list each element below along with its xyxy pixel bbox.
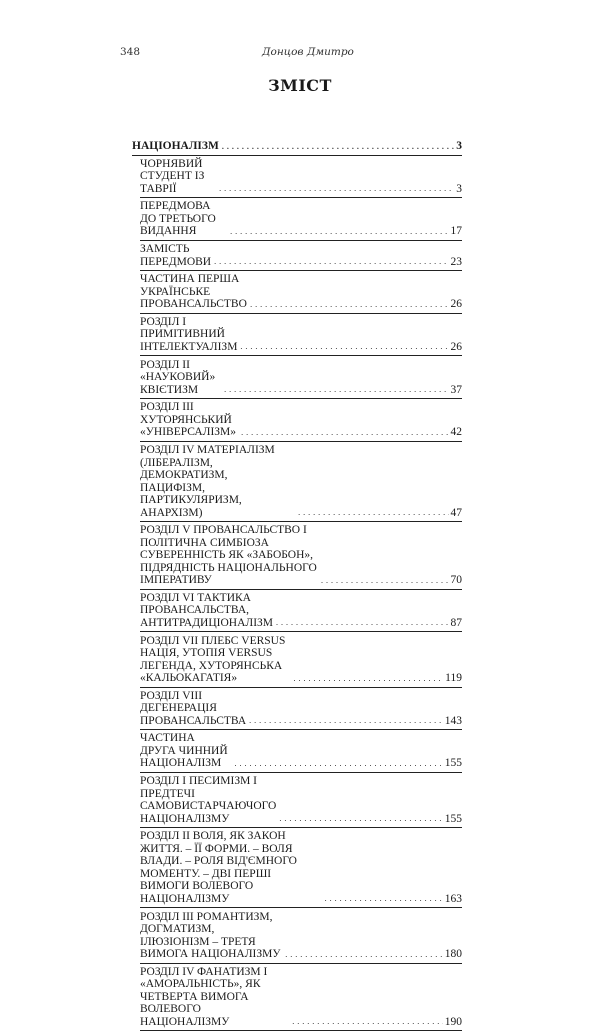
- toc-entry-title: РОЗДІЛ ІІ ВОЛЯ, ЯК ЗАКОН ЖИТТЯ. – ЇЇ ФОРМИ. – ВОЛЯ ВЛАДИ. – РОЛЯ ВІД'ЄМНОГО МОМЕНТУ. – ДВІ ПЕРШІ ВИМОГИ ВОЛЕВОГО НАЦІОНАЛІЗМУ: [140, 830, 297, 905]
- toc-entry-page: 47: [450, 506, 462, 519]
- toc-entry-title: ЗАМІСТЬ ПЕРЕДМОВИ: [140, 243, 212, 268]
- toc-leader-dots: [230, 228, 448, 236]
- toc-leader-dots: [321, 577, 449, 585]
- toc-entry: [132, 243, 462, 268]
- toc-entry: [132, 359, 462, 397]
- toc-entry-page: 87: [450, 616, 462, 629]
- toc-entry: [132, 316, 462, 354]
- toc-entry: [132, 140, 462, 153]
- toc-entry: [132, 775, 462, 825]
- toc-entry-page: 190: [444, 1015, 462, 1028]
- toc-leader-dots: [279, 815, 442, 823]
- toc-entry-page: 70: [450, 574, 462, 587]
- toc-entry: [132, 732, 462, 770]
- toc-entry-title: РОЗДІЛ І ПЕСИМІЗМ І ПРЕДТЕЧІ САМОВИСТАРЧАЮЧОГО НАЦІОНАЛІЗМУ: [140, 775, 277, 825]
- toc-entry-page: 26: [450, 340, 462, 353]
- toc-leader-dots: [219, 185, 454, 193]
- page-header: [120, 46, 500, 62]
- toc-entry: [132, 401, 462, 439]
- toc-entry-title: РОЗДІЛ ІІІ РОМАНТИЗМ, ДОГМАТИЗМ, ІЛЮЗІОНІЗМ – ТРЕТЯ ВИМОГА НАЦІОНАЛІЗМУ: [140, 910, 281, 960]
- toc-leader-dots: [234, 760, 442, 768]
- toc-entry-title: РОЗДІЛ V ПРОВАНСАЛЬСТВО І ПОЛІТИЧНА СИМБІОЗА СУВЕРЕННІСТЬ ЯК «ЗАБОБОН», ПІДРЯДНІСТЬ НАЦІОНАЛЬНОГО ІМПЕРАТИВУ: [140, 524, 317, 587]
- toc-entry-page: 42: [450, 426, 462, 439]
- toc-entry-title: РОЗДІЛ VIII ДЕГЕНЕРАЦІЯ ПРОВАНСАЛЬСТВА: [140, 689, 247, 727]
- toc-entry: [132, 830, 462, 905]
- toc-leader-dots: [294, 675, 444, 683]
- toc-entry-title: ЧАСТИНА ДРУГА ЧИННИЙ НАЦІОНАЛІЗМ: [140, 732, 228, 770]
- toc-entry-page: 17: [450, 225, 462, 238]
- toc-leader-dots: [325, 895, 443, 903]
- toc-entry-page: 163: [444, 892, 462, 905]
- toc-leader-dots: [250, 301, 448, 309]
- toc-entry: [132, 444, 462, 519]
- toc-entry-title: ЧАСТИНА ПЕРША УКРАЇНСЬКЕ ПРОВАНСАЛЬСТВО: [140, 273, 247, 311]
- running-head: Донцов Дмитро: [262, 46, 354, 58]
- toc-entry-title: РОЗДІЛ IV МАТЕРІАЛІЗМ (ЛІБЕРАЛІЗМ, ДЕМОКРАТИЗМ, ПАЦИФІЗМ, ПАРТИКУЛЯРИЗМ, АНАРХІЗМ): [140, 444, 275, 519]
- toc-entry-page: 155: [444, 757, 462, 770]
- toc-leader-dots: [249, 717, 443, 725]
- page-number: 348: [120, 46, 141, 58]
- toc-entry-page: 26: [450, 298, 462, 311]
- toc-leader-dots: [292, 1018, 442, 1026]
- toc-leader-dots: [224, 386, 448, 394]
- toc-leader-dots: [298, 509, 448, 517]
- toc-entry: [132, 158, 462, 196]
- toc-entry-page: 143: [444, 714, 462, 727]
- toc-entry-title: РОЗДІЛ ІІ «НАУКОВИЙ» КВІЄТИЗМ: [140, 358, 216, 396]
- toc-leader-dots: [276, 619, 449, 627]
- toc-entry-title: РОЗДІЛ IV ФАНАТИЗМ І «АМОРАЛЬНІСТЬ», ЯК ЧЕТВЕРТА ВИМОГА ВОЛЕВОГО НАЦІОНАЛІЗМУ: [140, 965, 268, 1028]
- toc-entry-title: РОЗДІЛ І ПРИМІТИВНИЙ ІНТЕЛЕКТУАЛІЗМ: [140, 315, 238, 353]
- toc-entry-title: РОЗДІЛ VII ПЛЕБС VERSUS НАЦІЯ, УТОПІЯ VERSUS ЛЕГЕНДА, ХУТОРЯНСЬКА «КАЛЬОКАГАТІЯ»: [140, 634, 286, 685]
- toc-entry-title: ПЕРЕДМОВА ДО ТРЕТЬОГО ВИДАННЯ: [140, 200, 216, 238]
- toc-entry: [132, 524, 462, 587]
- toc-leader-dots: [241, 429, 448, 437]
- toc-entry-page: 119: [445, 672, 462, 685]
- toc-leader-dots: [240, 343, 448, 351]
- toc-entry-title: НАЦІОНАЛІЗМ: [132, 140, 219, 152]
- toc-entry: [132, 966, 462, 1029]
- toc-entry-title: РОЗДІЛ ІІІ ХУТОРЯНСЬКИЙ «УНІВЕРСАЛІЗМ»: [140, 401, 237, 439]
- toc-entry-page: 3: [456, 182, 462, 195]
- toc-entry-title: РОЗДІЛ VI ТАКТИКА ПРОВАНСАЛЬСТВА, АНТИТРАДИЦІОНАЛІЗМ: [140, 591, 274, 629]
- toc-entry-page: 23: [450, 255, 462, 268]
- toc-entry-page: 37: [450, 383, 462, 396]
- toc-leader-dots: [214, 258, 448, 266]
- toc-entry: [132, 635, 462, 685]
- toc-entry-page: 3: [456, 140, 462, 152]
- toc-entry: [132, 592, 462, 630]
- toc-entry-page: 155: [444, 812, 462, 825]
- toc-leader-dots: [285, 951, 443, 959]
- toc-entry-title: ЧОРНЯВИЙ СТУДЕНТ ІЗ ТАВРІЇ: [140, 157, 205, 195]
- toc-entry: [132, 200, 462, 238]
- table-of-contents: [132, 140, 462, 1033]
- page-title: ЗМІСТ: [268, 76, 332, 95]
- toc-entry: [132, 911, 462, 961]
- toc-entry-page: 180: [444, 948, 462, 960]
- toc-entry: [132, 273, 462, 311]
- toc-entry: [132, 690, 462, 728]
- toc-leader-dots: [222, 143, 454, 151]
